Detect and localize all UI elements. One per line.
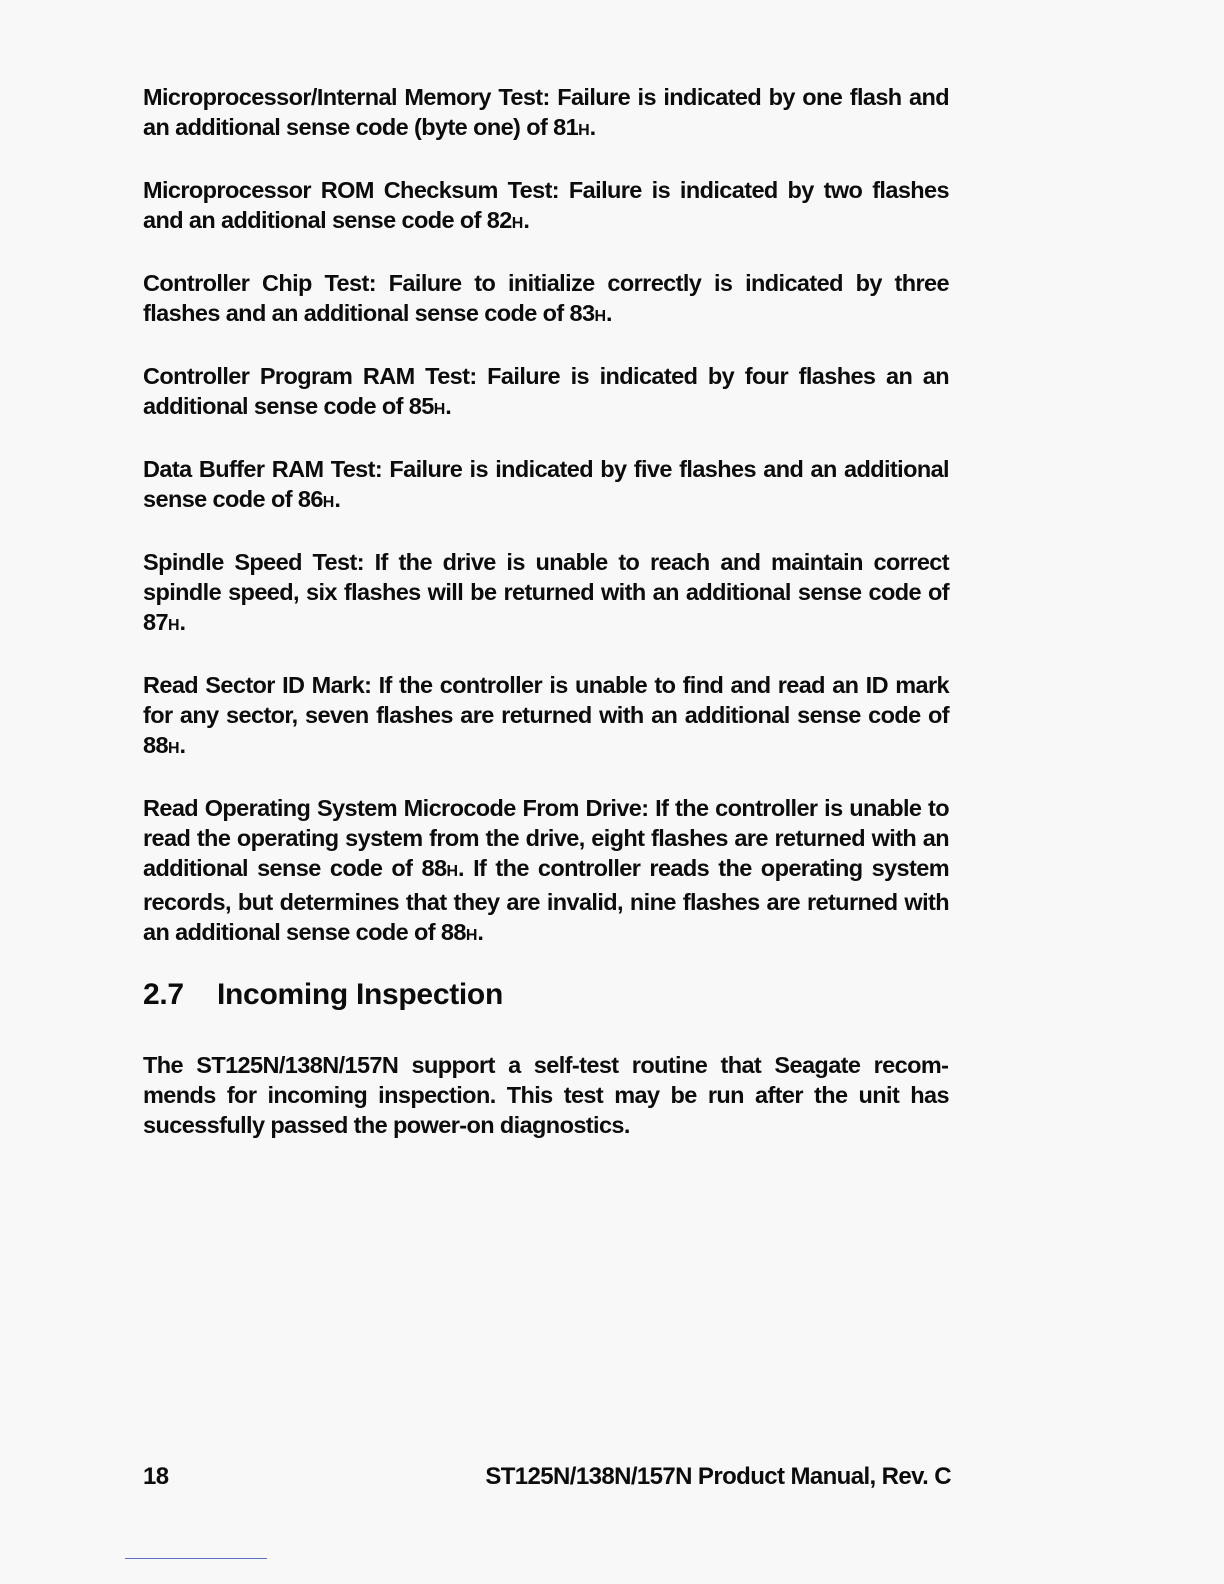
- paragraph-end: .: [523, 207, 530, 233]
- paragraph-microprocessor-rom-checksum-test: [143, 175, 949, 239]
- paragraph-text: Failure is indicated by two flashes and an additional sense code of 82: [143, 177, 949, 233]
- hex-suffix: H: [578, 122, 590, 139]
- paragraph-end: .: [589, 114, 596, 140]
- paragraph-end: .: [477, 919, 484, 945]
- paragraph-lead: Read Sector ID Mark:: [143, 672, 372, 698]
- paragraph-end: .: [606, 300, 612, 326]
- paragraph-lead: Data Buffer RAM Test:: [143, 456, 383, 482]
- paragraph-text: Failure to initialize correctly is indicated by three flashes and an additional sense code of 83: [143, 270, 949, 326]
- paragraph-end: .: [458, 855, 464, 881]
- paragraph-end: .: [179, 732, 186, 758]
- paragraph-lead: Controller Chip Test:: [143, 270, 376, 296]
- paragraph-lead: Controller Program RAM Test:: [143, 363, 477, 389]
- paragraph-microprocessor-internal-memory-test: [143, 82, 949, 146]
- hex-suffix: H: [167, 740, 180, 757]
- manual-title: ST125N/138N/157N Product Manual, Rev. C: [485, 1463, 951, 1490]
- hex-suffix: H: [322, 494, 335, 511]
- paragraph-text: Failure is indicated by one flash and an additional sense code (byte one) of 81: [143, 84, 949, 140]
- section-heading: [143, 978, 503, 1012]
- hex-suffix: H: [594, 308, 607, 325]
- paragraph-text: Failure is indicated by five flashes and an additional sense code of 86: [143, 456, 949, 512]
- paragraph-spindle-speed-test: [143, 547, 949, 641]
- paragraph-text-continued: If the controller reads the operating system records, but determines that they are invalid, nine flashes are returned with an additional sense code of 88: [143, 855, 949, 945]
- hex-suffix: H: [167, 617, 180, 634]
- paragraph-end: .: [334, 486, 341, 512]
- paragraph-lead: Read Operating System Microcode From Drive:: [143, 795, 649, 821]
- paragraph-controller-program-ram-test: [143, 361, 949, 425]
- paragraph-end: .: [445, 393, 452, 419]
- hex-suffix: H: [433, 401, 446, 418]
- paragraph-text: If the controller is unable to read the operating system from the drive, eight flashes are returned with an additional sense code of 88: [143, 795, 949, 881]
- section-body: The ST125N/138N/157N support a self-test routine that Seagate recommends for incoming inspection. This test may be run after the unit has sucessfully passed the power-on diagnostics.: [143, 1052, 949, 1138]
- paragraph-text: If the controller is unable to find and read an ID mark for any sector, seven flashes are returned with an additional sense code of 88: [143, 672, 949, 758]
- hex-suffix: H: [511, 215, 524, 232]
- paragraph-text: If the drive is unable to reach and maintain correct spindle speed, six flashes will be returned with an additional sense code of 87: [143, 549, 949, 635]
- hex-suffix: H: [465, 927, 478, 944]
- paragraph-read-operating-system-microcode: [143, 793, 949, 951]
- paragraph-read-sector-id-mark: [143, 670, 949, 764]
- section-number: 2.7: [143, 978, 184, 1011]
- paragraph-lead: Spindle Speed Test:: [143, 549, 364, 575]
- paragraph-lead: Microprocessor/Internal Memory Test:: [143, 84, 550, 110]
- paragraph-data-buffer-ram-test: [143, 454, 949, 518]
- paragraph-controller-chip-test: [143, 268, 949, 332]
- paragraph-text: Failure is indicated by four flashes an an additional sense code of 85: [143, 363, 950, 419]
- paragraph-lead: Microprocessor ROM Checksum Test:: [143, 177, 560, 203]
- scan-artifact-line: [125, 1558, 267, 1559]
- document-body: [143, 82, 949, 980]
- hex-suffix: H: [446, 863, 459, 880]
- page-number: 18: [143, 1463, 169, 1490]
- section-title: Incoming Inspection: [217, 978, 503, 1011]
- paragraph-end: .: [179, 609, 186, 635]
